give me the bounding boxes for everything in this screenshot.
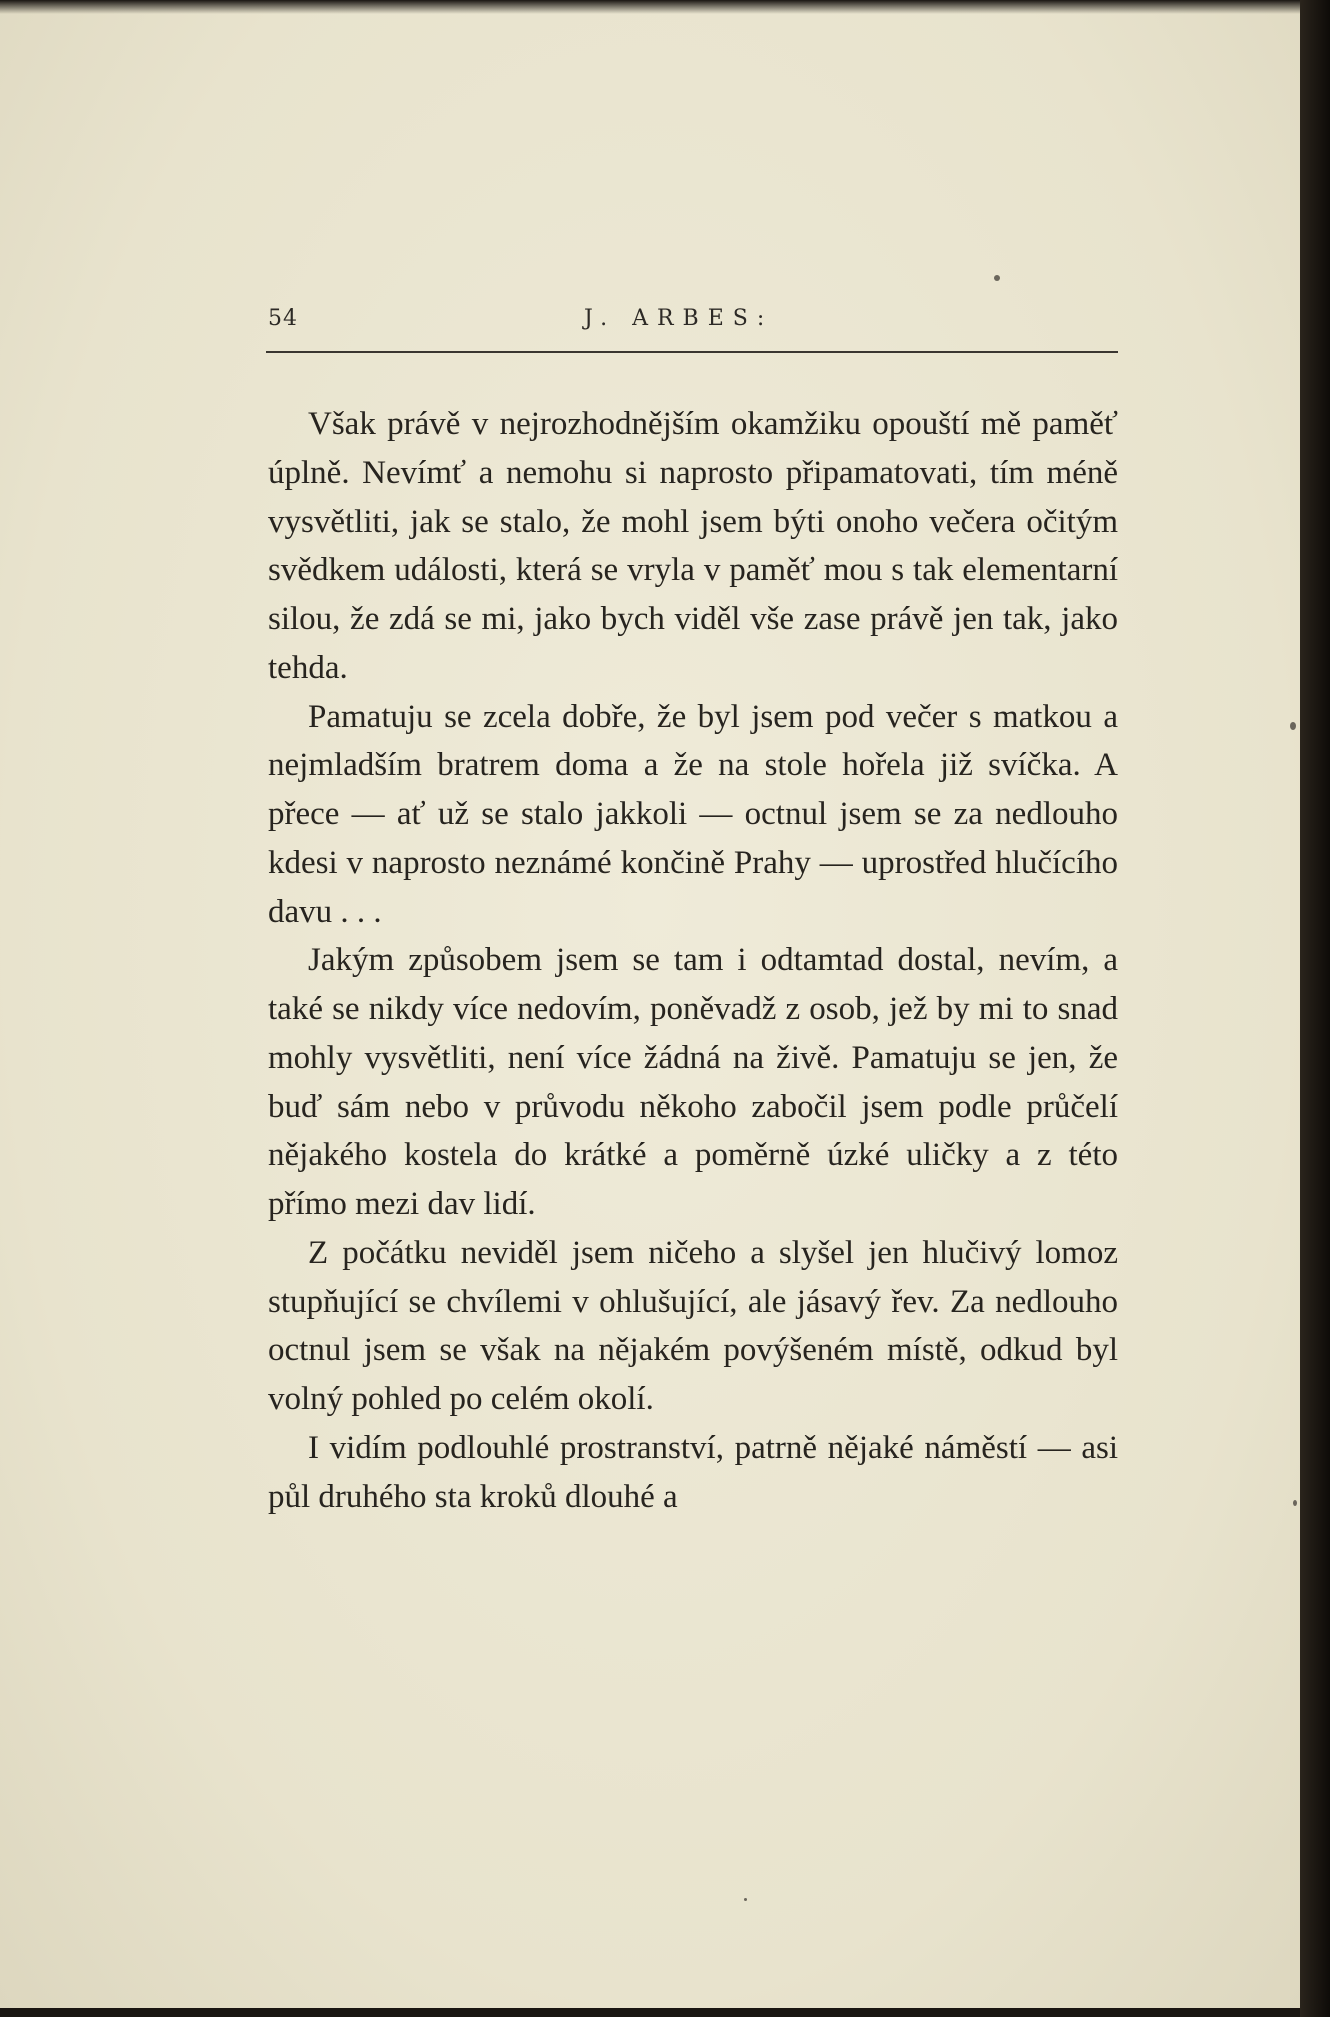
body-text: [268, 400, 1118, 1521]
paper-speck: [744, 1898, 747, 1901]
paper-speck: [1293, 1500, 1297, 1506]
paper-speck: [1290, 722, 1296, 730]
paper-speck: [994, 275, 1000, 281]
page-number: 54: [268, 306, 298, 331]
paragraph: Však právě v nejrozhodnějším okamžiku opouští mě paměť úplně. Nevímť a nemohu si naprosto připamatovati, tím méně vysvětliti, jak se stalo, že mohl jsem býti onoho večera očitým svědkem události, která se vryla v paměť mou s tak elementarní silou, že zdá se mi, jako bych viděl vše zase právě jen tak, jako tehda.: [268, 406, 1118, 686]
paragraph: Jakým způsobem jsem se tam i odtamtad dostal, nevím, a také se nikdy více nedovím, poněvadž z osob, jež by mi to snad mohly vysvětliti, není více žádná na živě. Pamatuju se jen, že buď sám nebo v průvodu někoho zabočil jsem podle průčelí nějakého kostela do krátké a poměrně úzké uličky a z této přímo mezi dav lidí.: [268, 942, 1118, 1222]
paragraph: I vidím podlouhlé prostranství, patrně nějaké náměstí — asi půl druhého sta kroků dlouhé a: [268, 1429, 1118, 1515]
paragraph: Z počátku neviděl jsem ničeho a slyšel jen hlučivý lomoz stupňující se chvílemi v ohlušující, ale jásavý řev. Za nedlouho octnul jsem se však na nějakém povýšeném místě, odkud byl volný pohled po celém okolí.: [268, 1234, 1118, 1417]
header-rule: [266, 351, 1118, 353]
page-edge: [1300, 0, 1330, 2017]
page-top-shadow: [0, 0, 1300, 14]
paragraph: Pamatuju se zcela dobře, že byl jsem pod večer s matkou a nejmladším bratrem doma a že na stole hořela již svíčka. A přece — ať už se stalo jakkoli — octnul jsem se za nedlouho kdesi v naprosto neznámé končině Prahy — uprostřed hlučícího davu . . .: [268, 698, 1118, 930]
page-header: [268, 306, 1116, 346]
running-head: J. ARBES:: [584, 306, 774, 331]
